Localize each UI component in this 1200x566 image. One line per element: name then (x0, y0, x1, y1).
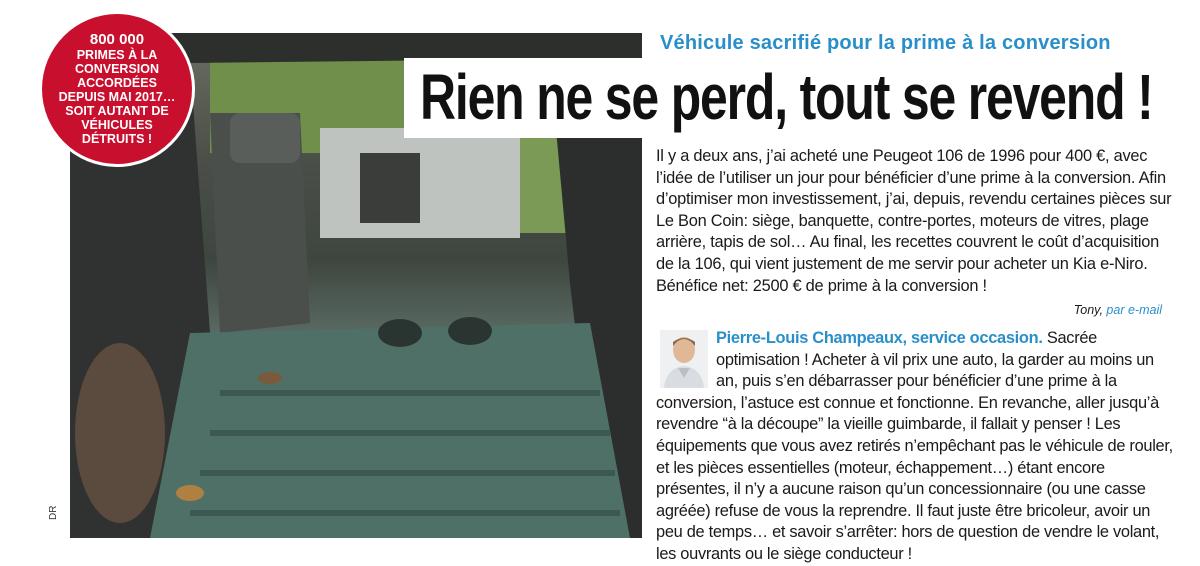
article-headline: Rien ne se perd, tout se revend ! (420, 61, 1153, 133)
signature-via: par e-mail (1106, 303, 1162, 317)
badge-text: PRIMES À LA CONVERSION ACCORDÉES DEPUIS MAI 2017… SOIT AUTANT DE VÉHICULES DÉTRUITS ! (58, 48, 176, 146)
photo-credit: DR (48, 505, 59, 520)
floor-well-left (378, 319, 422, 347)
letter-signature (1074, 303, 1162, 317)
avatar-spacer (656, 328, 716, 388)
article-kicker: Véhicule sacrifié pour la prime à la conversion (660, 32, 1111, 54)
floor-well-right (448, 317, 492, 345)
stat-badge (42, 14, 192, 164)
reply-text: Sacrée optimisation ! Acheter à vil prix une auto, la garder au moins un an, puis s’en débarrasser pour bénéficier d’une prime à la conversion, l’astuce est connue et fonctionne. En revanche, aller jusqu’à revendre “à la découpe” la vieille guimbarde, il fallait y penser ! Les équipements que vous avez retirés n’empêchant pas le véhicule de rouler, et les pièces essentielles (moteur, échappement…) étant encore présentes, il n’y a aucune raison qu’un concessionnaire (ou une casse agréée) refuse de vous la reprendre. Il faut juste être bricoleur, avoir un peu de temps… et savoir s’arrêter: hors de question de vendre le volant, les ouvrants ou le siège conducteur ! (656, 329, 1173, 563)
badge-number: 800 000 (89, 31, 145, 48)
leaf (176, 485, 204, 501)
headrest (230, 113, 300, 163)
signature-name: Tony, (1073, 303, 1103, 317)
leaf (258, 372, 282, 384)
reader-letter: Il y a deux ans, j’ai acheté une Peugeot 106 de 1996 pour 400 €, avec l’idée de l’utiliser un jour pour bénéficier d’une prime à la conversion. Afin d’optimiser mon investissement, j’ai, depuis, revendu certaines pièces sur Le Bon Coin: siège, banquette, contre-portes, moteurs de vitres, plage arrière, tapis de sol… Au final, les recettes couvrent le coût d’acquisition de la 106, qui vient justement de me servir pour acheter un Kia e-Niro. Bénéfice net: 2500 € de prime à la conversion ! (656, 147, 1172, 295)
center-console (360, 153, 420, 223)
reply-author: Pierre-Louis Champeaux, service occasion. (716, 329, 1043, 347)
editor-reply (656, 328, 1176, 566)
wheel-arch (75, 343, 165, 523)
